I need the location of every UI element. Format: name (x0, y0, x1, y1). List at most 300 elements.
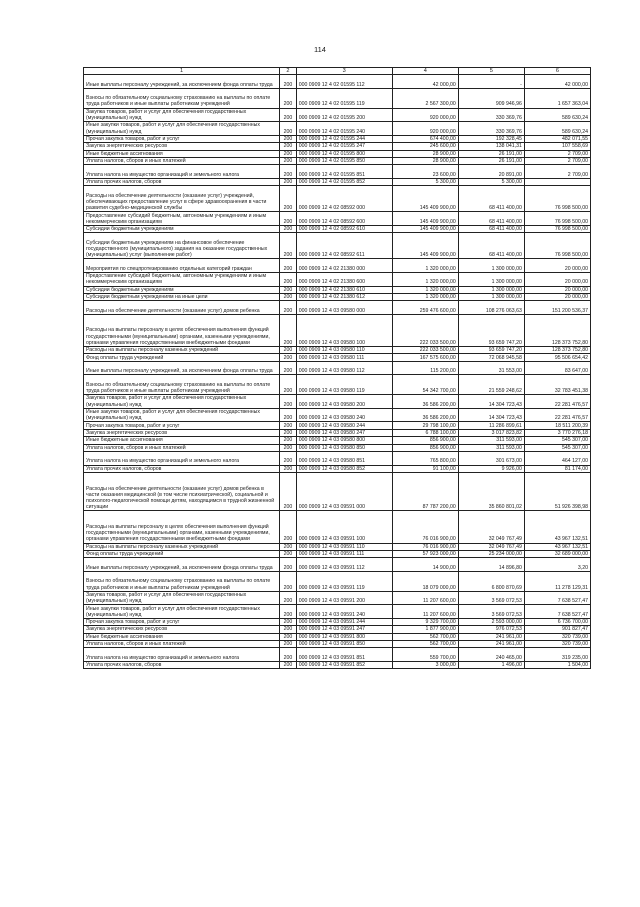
admin-code: 200 (280, 422, 297, 429)
unexecuted-amount: 2 709,00 (524, 165, 590, 179)
admin-code: 200 (280, 272, 297, 286)
unexecuted-amount: 2 709,00 (524, 150, 590, 157)
budget-classification-code: 000 0909 12 4 03 09580 112 (296, 361, 392, 375)
budget-classification-code: 000 0909 12 4 03 09580 852 (296, 465, 392, 472)
executed-amount: 31 553,00 (458, 361, 524, 375)
row-description: Уплата налога на имущество организаций и земельного налога (84, 165, 280, 179)
admin-code: 200 (280, 186, 297, 212)
executed-amount: 20 891,00 (458, 165, 524, 179)
column-number-row (84, 68, 591, 75)
executed-amount: 240 465,00 (458, 648, 524, 662)
unexecuted-amount: 20 000,00 (524, 259, 590, 273)
admin-code: 200 (280, 259, 297, 273)
table-row (84, 641, 591, 648)
budget-execution-table (83, 67, 591, 669)
unexecuted-amount: 18 511 200,39 (524, 422, 590, 429)
executed-amount: 26 191,00 (458, 150, 524, 157)
admin-code: 200 (280, 88, 297, 108)
admin-code: 200 (280, 212, 297, 226)
executed-amount: 976 072,53 (458, 626, 524, 633)
table-row (84, 150, 591, 157)
approved-amount: 28 900,00 (392, 150, 458, 157)
table-row (84, 233, 591, 259)
table-row (84, 375, 591, 395)
table-row (84, 444, 591, 451)
unexecuted-amount: 128 373 752,80 (524, 314, 590, 346)
budget-classification-code: 000 0909 12 4 03 09591 244 (296, 618, 392, 625)
row-description: Взносы по обязательному социальному страхованию на выплаты по оплате труда работников и иные выплаты работникам учреждений (84, 571, 280, 591)
budget-classification-code: 000 0909 12 4 03 09580 100 (296, 314, 392, 346)
budget-classification-code: 000 0909 12 4 02 01595 240 (296, 122, 392, 136)
admin-code: 200 (280, 662, 297, 669)
approved-amount: 5 300,00 (392, 178, 458, 185)
executed-amount: 25 234 000,00 (458, 550, 524, 557)
approved-amount: 559 700,00 (392, 648, 458, 662)
executed-amount: 5 300,00 (458, 178, 524, 185)
table-row (84, 451, 591, 465)
approved-amount: 36 586 200,00 (392, 408, 458, 422)
budget-classification-code: 000 0909 12 4 03 09591 800 (296, 633, 392, 640)
approved-amount: 9 329 700,00 (392, 618, 458, 625)
executed-amount: 241 961,00 (458, 641, 524, 648)
budget-classification-code: 000 0909 12 4 03 09591 119 (296, 571, 392, 591)
executed-amount: 68 411 400,00 (458, 233, 524, 259)
row-description: Иные выплаты персоналу учреждений, за исключением фонда оплаты труда (84, 558, 280, 572)
row-description: Расходы на выплаты персоналу казенных учреждений (84, 543, 280, 550)
executed-amount: 301 673,00 (458, 451, 524, 465)
budget-classification-code: 000 0909 12 4 03 09591 111 (296, 550, 392, 557)
admin-code: 200 (280, 395, 297, 409)
budget-classification-code: 000 0909 12 4 03 09591 110 (296, 543, 392, 550)
budget-classification-code: 000 0909 12 4 03 09591 851 (296, 648, 392, 662)
admin-code: 200 (280, 472, 297, 510)
executed-amount: 93 659 747,20 (458, 314, 524, 346)
table-row (84, 108, 591, 122)
approved-amount: 87 787 200,00 (392, 472, 458, 510)
row-description: Уплата прочих налогов, сборов (84, 178, 280, 185)
unexecuted-amount: 7 638 527,47 (524, 605, 590, 619)
table-row (84, 571, 591, 591)
executed-amount: 6 800 870,69 (458, 571, 524, 591)
approved-amount: 11 207 600,00 (392, 605, 458, 619)
budget-classification-code: 000 0909 12 4 02 08592 610 (296, 225, 392, 232)
unexecuted-amount: 76 998 500,00 (524, 225, 590, 232)
admin-code: 200 (280, 375, 297, 395)
table-row (84, 465, 591, 472)
table-row (84, 301, 591, 315)
approved-amount: 920 000,00 (392, 108, 458, 122)
row-description: Прочая закупка товаров, работ и услуг (84, 135, 280, 142)
budget-classification-code: 000 0909 12 4 02 01595 119 (296, 88, 392, 108)
table-row (84, 429, 591, 436)
budget-classification-code: 000 0909 12 4 03 09580 240 (296, 408, 392, 422)
budget-classification-code: 000 0909 12 4 02 21380 610 (296, 286, 392, 293)
table-row (84, 662, 591, 669)
admin-code: 200 (280, 605, 297, 619)
page-number: 114 (314, 45, 326, 54)
approved-amount: 115 200,00 (392, 361, 458, 375)
column-number: 6 (524, 68, 590, 75)
table-row (84, 648, 591, 662)
budget-classification-code: 000 0909 12 4 03 09580 111 (296, 354, 392, 361)
approved-amount: 920 000,00 (392, 122, 458, 136)
budget-classification-code: 000 0909 12 4 02 08592 611 (296, 233, 392, 259)
unexecuted-amount: 20 000,00 (524, 293, 590, 300)
row-description: Закупка энергетических ресурсов (84, 143, 280, 150)
approved-amount: 76 016 900,00 (392, 511, 458, 543)
budget-classification-code: 000 0909 12 4 02 01595 112 (296, 75, 392, 89)
unexecuted-amount: 76 998 500,00 (524, 212, 590, 226)
unexecuted-amount: 22 281 476,57 (524, 408, 590, 422)
approved-amount: 145 409 900,00 (392, 233, 458, 259)
unexecuted-amount: 20 000,00 (524, 272, 590, 286)
row-description: Закупка товаров, работ и услуг для обеспечения государственных (муниципальных) нужд (84, 395, 280, 409)
unexecuted-amount: 43 967 132,51 (524, 511, 590, 543)
approved-amount: 91 100,00 (392, 465, 458, 472)
budget-classification-code: 000 0909 12 4 02 21380 600 (296, 272, 392, 286)
budget-classification-code: 000 0909 12 4 02 08592 000 (296, 186, 392, 212)
executed-amount: 1 300 000,00 (458, 293, 524, 300)
admin-code: 200 (280, 558, 297, 572)
approved-amount: 674 400,00 (392, 135, 458, 142)
row-description: Уплата налогов, сборов и иных платежей (84, 444, 280, 451)
budget-classification-code: 000 0909 12 4 03 09591 112 (296, 558, 392, 572)
approved-amount: 11 207 600,00 (392, 591, 458, 605)
unexecuted-amount: 589 630,24 (524, 108, 590, 122)
executed-amount: 1 300 000,00 (458, 286, 524, 293)
row-description: Иные закупки товаров, работ и услуг для обеспечения государственных (муниципальных) нужд (84, 605, 280, 619)
unexecuted-amount: 95 506 654,42 (524, 354, 590, 361)
approved-amount: 856 900,00 (392, 437, 458, 444)
row-description: Расходы на выплаты персоналу в целях обеспечения выполнения функций государственными (муниципальными) органами, казенными учреждениями, органами управления государственными внебюджетными фондами (84, 314, 280, 346)
admin-code: 200 (280, 451, 297, 465)
unexecuted-amount: 2 709,00 (524, 157, 590, 164)
row-description: Иные закупки товаров, работ и услуг для обеспечения государственных (муниципальных) нужд (84, 408, 280, 422)
executed-amount: 14 304 723,43 (458, 395, 524, 409)
table-row (84, 135, 591, 142)
budget-classification-code: 000 0909 12 4 02 21380 612 (296, 293, 392, 300)
row-description: Предоставление субсидий бюджетным, автономным учреждениям и иным некоммерческим организациям (84, 272, 280, 286)
approved-amount: 42 000,00 (392, 75, 458, 89)
approved-amount: 29 798 100,00 (392, 422, 458, 429)
executed-amount: 3 569 072,53 (458, 605, 524, 619)
admin-code: 200 (280, 633, 297, 640)
row-description: Взносы по обязательному социальному страхованию на выплаты по оплате труда работников и иные выплаты работникам учреждений (84, 88, 280, 108)
unexecuted-amount: 3 770 276,18 (524, 429, 590, 436)
admin-code: 200 (280, 571, 297, 591)
admin-code: 200 (280, 354, 297, 361)
row-description: Иные бюджетные ассигнования (84, 633, 280, 640)
column-number: 1 (84, 68, 280, 75)
admin-code: 200 (280, 361, 297, 375)
executed-amount: 192 328,45 (458, 135, 524, 142)
budget-classification-code: 000 0909 12 4 02 21380 000 (296, 259, 392, 273)
admin-code: 200 (280, 293, 297, 300)
row-description: Закупка товаров, работ и услуг для обеспечения государственных (муниципальных) нужд (84, 591, 280, 605)
table-row (84, 75, 591, 89)
unexecuted-amount: 22 281 476,57 (524, 395, 590, 409)
unexecuted-amount: 32 689 000,00 (524, 550, 590, 557)
unexecuted-amount: 589 630,24 (524, 122, 590, 136)
approved-amount: 2 567 300,00 (392, 88, 458, 108)
approved-amount: 222 033 500,00 (392, 314, 458, 346)
unexecuted-amount: 320 739,00 (524, 633, 590, 640)
unexecuted-amount: 42 000,00 (524, 75, 590, 89)
executed-amount: 72 068 945,58 (458, 354, 524, 361)
admin-code: 200 (280, 543, 297, 550)
row-description: Закупка энергетических ресурсов (84, 429, 280, 436)
row-description: Уплата прочих налогов, сборов (84, 465, 280, 472)
unexecuted-amount: 11 278 129,31 (524, 571, 590, 591)
admin-code: 200 (280, 165, 297, 179)
row-description: Уплата налогов, сборов и иных платежей (84, 157, 280, 164)
approved-amount: 856 900,00 (392, 444, 458, 451)
row-description: Иные закупки товаров, работ и услуг для обеспечения государственных (муниципальных) нужд (84, 122, 280, 136)
table-row (84, 186, 591, 212)
budget-classification-code: 000 0909 12 4 02 01595 800 (296, 150, 392, 157)
row-description: Иные выплаты персоналу учреждений, за исключением фонда оплаты труда (84, 361, 280, 375)
budget-classification-code: 000 0909 12 4 02 01595 200 (296, 108, 392, 122)
budget-classification-code: 000 0909 12 4 03 09580 000 (296, 301, 392, 315)
executed-amount: 1 300 000,00 (458, 272, 524, 286)
approved-amount: 1 320 000,00 (392, 286, 458, 293)
admin-code: 200 (280, 618, 297, 625)
admin-code: 200 (280, 225, 297, 232)
table-row (84, 408, 591, 422)
approved-amount: 562 700,00 (392, 641, 458, 648)
admin-code: 200 (280, 75, 297, 89)
row-description: Предоставление субсидий бюджетным, автономным учреждениям и иным некоммерческим организациям (84, 212, 280, 226)
admin-code: 200 (280, 233, 297, 259)
table-row (84, 225, 591, 232)
unexecuted-amount: 32 783 451,38 (524, 375, 590, 395)
row-description: Уплата прочих налогов, сборов (84, 662, 280, 669)
unexecuted-amount: 81 174,00 (524, 465, 590, 472)
executed-amount: 241 961,00 (458, 633, 524, 640)
unexecuted-amount (524, 178, 590, 185)
table-row (84, 272, 591, 286)
table-row (84, 633, 591, 640)
row-description: Уплата налогов, сборов и иных платежей (84, 641, 280, 648)
executed-amount: 93 659 747,20 (458, 347, 524, 354)
budget-classification-code: 000 0909 12 4 02 08592 600 (296, 212, 392, 226)
table-row (84, 143, 591, 150)
unexecuted-amount: 464 127,00 (524, 451, 590, 465)
table-row (84, 605, 591, 619)
admin-code: 200 (280, 314, 297, 346)
table-row (84, 591, 591, 605)
executed-amount: 68 411 400,00 (458, 212, 524, 226)
budget-classification-code: 000 0909 12 4 03 09580 800 (296, 437, 392, 444)
unexecuted-amount: 1 504,00 (524, 662, 590, 669)
row-description: Закупка энергетических ресурсов (84, 626, 280, 633)
row-description: Иные выплаты персоналу учреждений, за исключением фонда оплаты труда (84, 75, 280, 89)
row-description: Уплата налога на имущество организаций и земельного налога (84, 648, 280, 662)
admin-code: 200 (280, 591, 297, 605)
approved-amount: 1 320 000,00 (392, 272, 458, 286)
row-description: Расходы на выплаты персоналу в целях обеспечения выполнения функций государственными (муниципальными) органами, казенными учреждениями, органами управления государственными внебюджетными фондами (84, 511, 280, 543)
budget-classification-code: 000 0909 12 4 02 01595 244 (296, 135, 392, 142)
table-row (84, 314, 591, 346)
executed-amount: 311 593,00 (458, 437, 524, 444)
executed-amount: 2 593 000,00 (458, 618, 524, 625)
executed-amount: 311 593,00 (458, 444, 524, 451)
row-description: Закупка товаров, работ и услуг для обеспечения государственных (муниципальных) нужд (84, 108, 280, 122)
admin-code: 200 (280, 444, 297, 451)
table-row (84, 618, 591, 625)
budget-classification-code: 000 0909 12 4 03 09580 850 (296, 444, 392, 451)
row-description: Фонд оплаты труда учреждений (84, 550, 280, 557)
unexecuted-amount: 3,20 (524, 558, 590, 572)
table-row (84, 157, 591, 164)
column-number: 3 (296, 68, 392, 75)
budget-classification-code: 000 0909 12 4 03 09580 119 (296, 375, 392, 395)
approved-amount: 145 409 900,00 (392, 225, 458, 232)
executed-amount: 9 926,00 (458, 465, 524, 472)
budget-classification-code: 000 0909 12 4 03 09591 247 (296, 626, 392, 633)
row-description: Субсидии бюджетным учреждениям на финансовое обеспечение государственного (муниципального) задания на оказание государственных (муниципальных) услуг (выполнение работ) (84, 233, 280, 259)
budget-classification-code: 000 0909 12 4 02 01595 247 (296, 143, 392, 150)
approved-amount: 145 409 900,00 (392, 212, 458, 226)
budget-classification-code: 000 0909 12 4 02 01595 852 (296, 178, 392, 185)
table-row (84, 122, 591, 136)
column-number: 2 (280, 68, 297, 75)
admin-code: 200 (280, 648, 297, 662)
approved-amount: 28 900,00 (392, 157, 458, 164)
budget-classification-code: 000 0909 12 4 03 09580 110 (296, 347, 392, 354)
unexecuted-amount: 51 926 398,98 (524, 472, 590, 510)
unexecuted-amount: 107 558,69 (524, 143, 590, 150)
unexecuted-amount: 545 307,00 (524, 437, 590, 444)
approved-amount: 222 033 500,00 (392, 347, 458, 354)
approved-amount: 1 320 000,00 (392, 259, 458, 273)
executed-amount: 3 569 072,53 (458, 591, 524, 605)
unexecuted-amount: 7 638 527,47 (524, 591, 590, 605)
budget-classification-code: 000 0909 12 4 03 09591 200 (296, 591, 392, 605)
approved-amount: 36 586 200,00 (392, 395, 458, 409)
table-row (84, 511, 591, 543)
executed-amount: 108 276 063,63 (458, 301, 524, 315)
table-row (84, 259, 591, 273)
admin-code: 200 (280, 150, 297, 157)
unexecuted-amount: 20 000,00 (524, 286, 590, 293)
budget-classification-code: 000 0909 12 4 03 09591 850 (296, 641, 392, 648)
unexecuted-amount: 1 657 363,04 (524, 88, 590, 108)
approved-amount: 259 476 600,00 (392, 301, 458, 315)
table-row (84, 422, 591, 429)
admin-code: 200 (280, 157, 297, 164)
admin-code: 200 (280, 135, 297, 142)
executed-amount: 14 896,80 (458, 558, 524, 572)
approved-amount: 765 800,00 (392, 451, 458, 465)
admin-code: 200 (280, 408, 297, 422)
budget-classification-code: 000 0909 12 4 03 09580 244 (296, 422, 392, 429)
table-row (84, 558, 591, 572)
unexecuted-amount: 151 200 536,37 (524, 301, 590, 315)
approved-amount: 18 079 000,00 (392, 571, 458, 591)
unexecuted-amount: 6 736 700,00 (524, 618, 590, 625)
admin-code: 200 (280, 437, 297, 444)
unexecuted-amount: 545 307,00 (524, 444, 590, 451)
budget-classification-code: 000 0909 12 4 02 01595 850 (296, 157, 392, 164)
unexecuted-amount: 83 647,00 (524, 361, 590, 375)
table-row (84, 178, 591, 185)
budget-classification-code: 000 0909 12 4 03 09591 100 (296, 511, 392, 543)
row-description: Прочая закупка товаров, работ и услуг (84, 422, 280, 429)
table-row (84, 472, 591, 510)
row-description: Взносы по обязательному социальному страхованию на выплаты по оплате труда работников и иные выплаты работникам учреждений (84, 375, 280, 395)
admin-code: 200 (280, 347, 297, 354)
admin-code: 200 (280, 143, 297, 150)
budget-classification-code: 000 0909 12 4 03 09591 852 (296, 662, 392, 669)
executed-amount: 138 041,31 (458, 143, 524, 150)
unexecuted-amount: 43 967 132,51 (524, 543, 590, 550)
admin-code: 200 (280, 122, 297, 136)
unexecuted-amount: 76 998 500,00 (524, 233, 590, 259)
approved-amount: 6 788 100,00 (392, 429, 458, 436)
executed-amount: 32 049 767,49 (458, 511, 524, 543)
budget-classification-code: 000 0909 12 4 03 09580 200 (296, 395, 392, 409)
approved-amount: 145 409 900,00 (392, 186, 458, 212)
row-description: Фонд оплаты труда учреждений (84, 354, 280, 361)
column-number: 4 (392, 68, 458, 75)
admin-code: 200 (280, 626, 297, 633)
table-row (84, 347, 591, 354)
executed-amount: 330 369,76 (458, 108, 524, 122)
executed-amount: 68 411 400,00 (458, 186, 524, 212)
approved-amount: 562 700,00 (392, 633, 458, 640)
budget-classification-code: 000 0909 12 4 03 09580 247 (296, 429, 392, 436)
budget-classification-code: 000 0909 12 4 02 01595 851 (296, 165, 392, 179)
unexecuted-amount: 128 373 752,80 (524, 347, 590, 354)
approved-amount: 54 342 700,00 (392, 375, 458, 395)
budget-classification-code: 000 0909 12 4 03 09591 000 (296, 472, 392, 510)
row-description: Прочая закупка товаров, работ и услуг (84, 618, 280, 625)
approved-amount: 14 900,00 (392, 558, 458, 572)
executed-amount: 1 300 000,00 (458, 259, 524, 273)
executed-amount: 35 860 801,02 (458, 472, 524, 510)
row-description: Расходы на обеспечение деятельности (оказание услуг) домов ребенка (84, 301, 280, 315)
row-description: Иные бюджетные ассигнования (84, 150, 280, 157)
row-description: Расходы на обеспечение деятельности (оказание услуг) учреждений, обеспечивающих предоставление услуг в сфере здравоохранения в части развития судебно-медицинской службы (84, 186, 280, 212)
unexecuted-amount: 76 998 500,00 (524, 186, 590, 212)
approved-amount: 3 000,00 (392, 662, 458, 669)
budget-classification-code: 000 0909 12 4 03 09591 240 (296, 605, 392, 619)
admin-code: 200 (280, 550, 297, 557)
table-row (84, 286, 591, 293)
executed-amount: 3 017 823,82 (458, 429, 524, 436)
executed-amount: 1 496,00 (458, 662, 524, 669)
admin-code: 200 (280, 286, 297, 293)
admin-code: 200 (280, 465, 297, 472)
admin-code: 200 (280, 108, 297, 122)
table-row (84, 395, 591, 409)
approved-amount: 245 600,00 (392, 143, 458, 150)
table-row (84, 437, 591, 444)
row-description: Иные бюджетные ассигнования (84, 437, 280, 444)
executed-amount: 330 369,76 (458, 122, 524, 136)
executed-amount: 32 049 767,49 (458, 543, 524, 550)
executed-amount: 909 946,96 (458, 88, 524, 108)
admin-code: 200 (280, 178, 297, 185)
table-row (84, 550, 591, 557)
approved-amount: 23 600,00 (392, 165, 458, 179)
table-row (84, 165, 591, 179)
row-description: Уплата налога на имущество организаций и земельного налога (84, 451, 280, 465)
row-description: Субсидии бюджетным учреждениям (84, 225, 280, 232)
unexecuted-amount: 320 739,00 (524, 641, 590, 648)
unexecuted-amount: 901 827,47 (524, 626, 590, 633)
